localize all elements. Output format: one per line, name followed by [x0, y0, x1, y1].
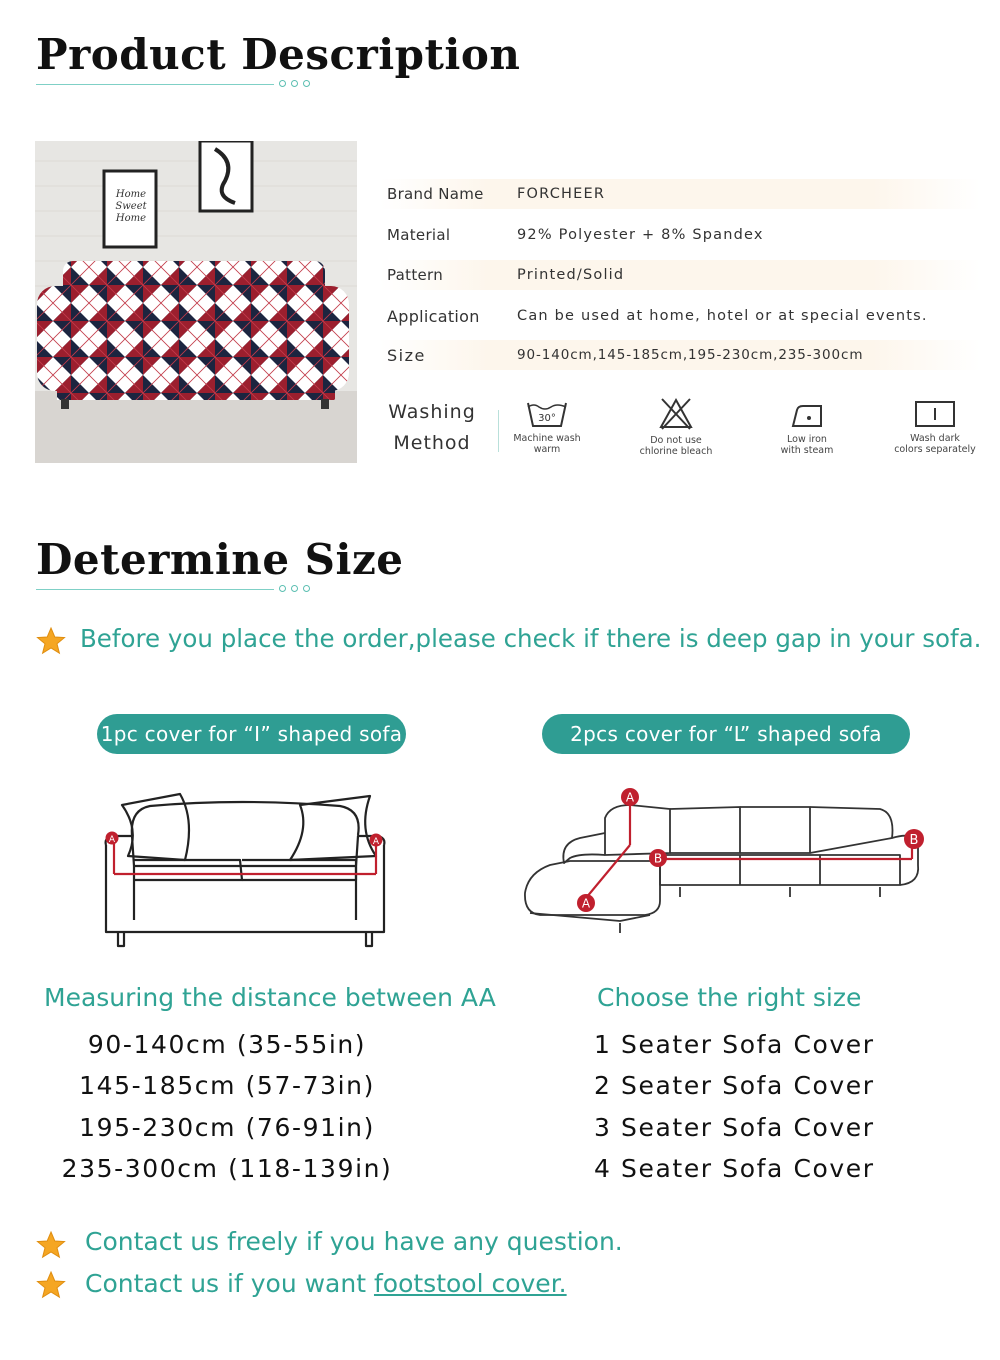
cover-option: 4 Seater Sofa Cover: [594, 1154, 875, 1183]
title-divider-dots: [279, 585, 310, 592]
order-notice: Before you place the order,please check if there is deep gap in your sofa.: [80, 624, 982, 653]
svg-text:A: A: [372, 837, 380, 847]
product-photo: [35, 141, 357, 463]
spec-value: Can be used at home, hotel or at special events.: [517, 308, 928, 324]
wash-item-no-bleach: Do not use chlorine bleach: [621, 397, 731, 457]
title-divider: [36, 589, 274, 590]
l-shaped-sofa-diagram: [520, 783, 930, 943]
spec-label: Application: [387, 306, 480, 326]
cover-option: 1 Seater Sofa Cover: [594, 1030, 875, 1059]
title-divider: [36, 84, 274, 85]
spec-row-material: [380, 220, 980, 250]
no-bleach-icon: [658, 397, 694, 431]
svg-text:30°: 30°: [538, 413, 556, 424]
cover-option: 3 Seater Sofa Cover: [594, 1113, 875, 1142]
contact-question: Contact us freely if you have any question.: [85, 1227, 623, 1256]
spec-row-pattern: [380, 260, 980, 290]
size-option: 235-300cm (118-139in): [61, 1154, 393, 1183]
measure-heading: Measuring the distance between AA: [44, 983, 496, 1012]
title-divider-dots: [279, 80, 310, 87]
wash-item-low-iron: Low iron with steam: [752, 400, 862, 456]
size-option: 145-185cm (57-73in): [79, 1071, 375, 1100]
spec-value: Printed/Solid: [517, 267, 625, 283]
product-description-title: Product Description: [36, 30, 521, 79]
size-option: 90-140cm (35-55in): [87, 1030, 367, 1059]
star-icon: [36, 626, 66, 656]
contact-footstool-prefix: Contact us if you want: [85, 1269, 374, 1298]
spec-label: Material: [387, 226, 451, 244]
pill-l-shaped: 2pcs cover for “L” shaped sofa: [542, 714, 910, 754]
spec-label: Brand Name: [387, 185, 484, 203]
spec-value: 90-140cm,145-185cm,195-230cm,235-300cm: [517, 347, 864, 363]
spec-label: Size: [387, 345, 426, 365]
spec-row-application: [380, 301, 980, 331]
svg-text:A: A: [108, 835, 116, 845]
wash-item-machine: 30° Machine wash warm: [492, 399, 602, 455]
star-icon: [36, 1230, 66, 1260]
choose-size-heading: Choose the right size: [597, 983, 862, 1012]
svg-text:A: A: [581, 896, 591, 911]
low-iron-icon: [787, 400, 827, 430]
svg-text:B: B: [653, 851, 663, 866]
spec-row-brand: [380, 179, 980, 209]
star-icon: [36, 1270, 66, 1300]
spec-value: FORCHEER: [517, 186, 606, 202]
i-shaped-sofa-diagram: [100, 790, 390, 950]
washing-method-label: Washing Method: [388, 401, 476, 454]
spec-label: Pattern: [387, 266, 444, 284]
determine-size-title: Determine Size: [36, 535, 404, 584]
spec-value: 92% Polyester + 8% Spandex: [517, 227, 764, 243]
svg-text:B: B: [909, 833, 919, 848]
svg-text:A: A: [625, 790, 635, 805]
size-option: 195-230cm (76-91in): [79, 1113, 375, 1142]
machine-wash-30-icon: [525, 399, 569, 429]
cover-option: 2 Seater Sofa Cover: [594, 1071, 875, 1100]
photo-frame-text: Home Sweet Home: [115, 189, 147, 224]
wash-separately-icon: [914, 399, 956, 429]
wash-item-separately: Wash dark colors separately: [880, 399, 990, 455]
pill-i-shaped: 1pc cover for “I” shaped sofa: [97, 714, 406, 754]
footstool-cover-link[interactable]: footstool cover.: [373, 1269, 567, 1298]
contact-footstool: [85, 1269, 567, 1298]
spec-row-size: [380, 340, 980, 370]
